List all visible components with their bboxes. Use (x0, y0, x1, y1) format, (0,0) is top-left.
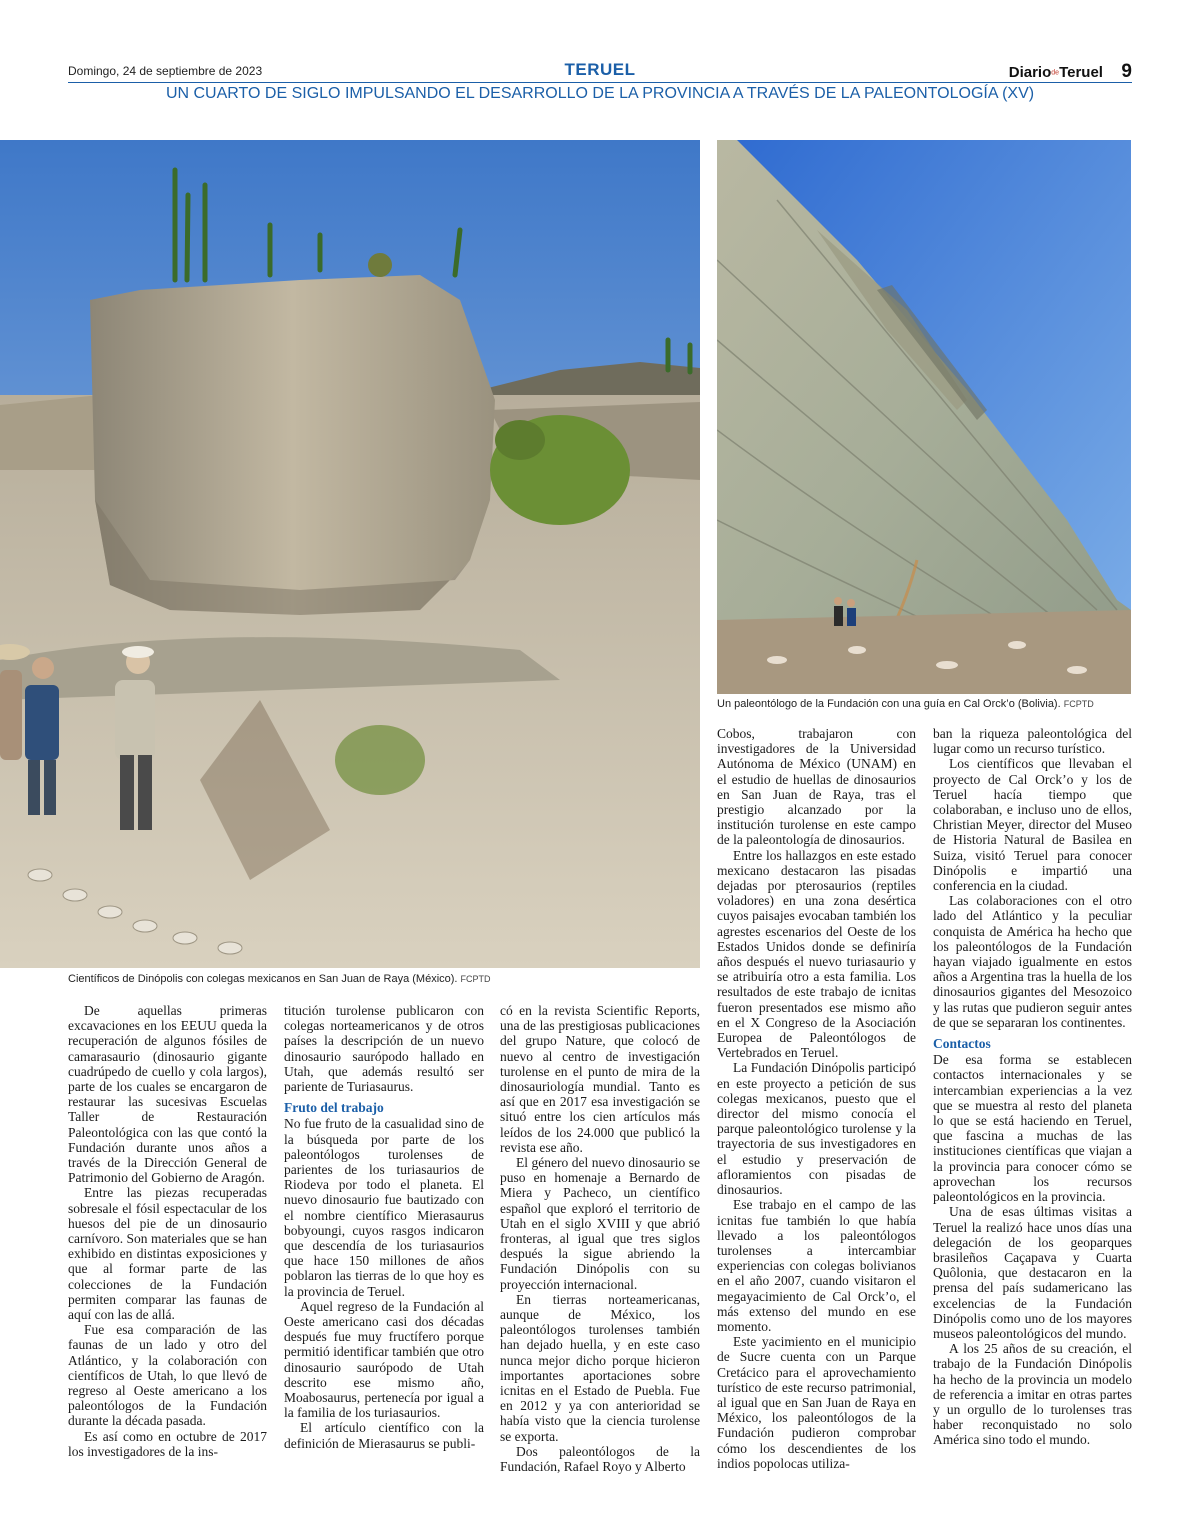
paragraph: A los 25 años de su creación, el trabajo de la Fundación Dinópolis ha hecho de la provincia un modelo de referencia a imitar en otras partes y un orgullo de lo turolenses tras haber reconquistado no solo América sino todo el mundo. (933, 1341, 1132, 1448)
publication-date: Domingo, 24 de septiembre de 2023 (68, 64, 263, 78)
article-column-4 (717, 726, 916, 1471)
paragraph: Entre las piezas recuperadas sobresale el fósil espectacular de los huesos del pie de un dinosaurio carnívoro. Son materiales que se han exhibido en distintas exposiciones y que al formar parte de las colecciones de la Fundación permiten comparar las faunas de aquí con las de allá. (68, 1185, 267, 1323)
paragraph: De aquellas primeras excavaciones en los EEUU queda la recuperación de algunos fósiles de camarasaurio (dinosaurio gigante cuadrúpedo de cuello y cola largos), parte de los cuales se encargaron de restaurar las sucesivas Escuelas Taller de Restauración Paleontológica con las que contó la Fundación durante unos años a través de la Dirección General de Patrimonio del Gobierno de Aragón. (68, 1003, 267, 1186)
paragraph: El artículo científico con la definición de Mierasaurus se publi- (284, 1420, 484, 1451)
photo-caption-left (68, 973, 491, 985)
photo-credit-right: FCPTD (1063, 699, 1094, 709)
photo-credit-left: FCPTD (460, 974, 491, 984)
brand-logo-de: de (1051, 69, 1060, 77)
paragraph: Fue esa comparación de las faunas de un lado y otro del Atlántico, y la colaboración con científicos de Utah, lo que llevó de regreso al Oeste americano a los paleontólogos de la Fundación durante la década pasada. (68, 1322, 267, 1429)
paragraph: En tierras norteamericanas, aunque de México, los paleontólogos turolenses también han dejado huella, y en este caso nunca mejor dicho porque hicieron importantes aportaciones sobre icnitas en el Estado de Puebla. Fue en 2012 y ya con anterioridad se había visto que la ciencia turolense se exporta. (500, 1291, 700, 1444)
paragraph: Aquel regreso de la Fundación al Oeste americano casi dos décadas después fue muy fructífero porque permitió identificar también que otro dinosaurio saurópodo de Utah descrito ese mismo año, Moabosaurus, pertenecía por igual a la familia de los turiasaurios. (284, 1298, 484, 1421)
paragraph: La Fundación Dinópolis participó en este proyecto a petición de sus colegas mexicanos, puesto que el director del mismo conocía el parque paleontológico turolense y la trayectoria de sus investigadores en el estudio y preservación de afloramientos con pisadas de dinosaurios. (717, 1060, 916, 1198)
photo-caption-left-text: Científicos de Dinópolis con colegas mexicanos en San Juan de Raya (México). (68, 973, 458, 985)
subheading-fruto-del-trabajo: Fruto del trabajo (284, 1100, 384, 1116)
paragraph: Este yacimiento en el municipio de Sucre cuenta con un Parque Cretácico para el aprovechamiento turístico de este recurso patrimonial, al igual que en San Juan de Raya en México, los paleontólogos de la Fundación pudieron comprobar cómo los descendientes de los indios popolocas utiliza- (717, 1334, 916, 1471)
paragraph: De esa forma se establecen contactos internacionales y se intercambian experiencias a la vez que se muestra al resto del planeta lo que se está haciendo en Teruel, que fascina a muchas de las instituciones científicas que viajan a la provincia para conocer cómo se aprovechan los recursos paleontológicos en la provincia. (933, 1052, 1132, 1205)
paragraph: Una de esas últimas visitas a Teruel la realizó hace unos días una delegación de los geoparques brasileños Caçapava y Cuarta Quôlonia, que destacaron en la prensa del país sudamericano las excelencias de la Fundación Dinópolis como uno de los mayores museos paleontológicos del mundo. (933, 1204, 1132, 1341)
header-divider (68, 82, 1132, 83)
photo-caption-right-text: Un paleontólogo de la Fundación con una guía en Cal Orck’o (Bolivia). (717, 698, 1061, 710)
paragraph: El género del nuevo dinosaurio se puso en homenaje a Bernardo de Miera y Pacheco, un científico español que exploró el territorio de Utah en el siglo XVIII y que abrió fronteras, al igual que tres siglos después la sigue abriendo la Fundación Dinópolis con su proyección internacional. (500, 1155, 700, 1292)
page-number: 9 (1121, 61, 1132, 82)
subheading-contactos: Contactos (933, 1036, 991, 1052)
photo-san-juan-de-raya (0, 140, 700, 968)
photo-caption-right (717, 698, 1094, 710)
paragraph: No fue fruto de la casualidad sino de la búsqueda por parte de los paleontólogos turolenses de parientes de los turiasaurios de Riodeva por todo el planeta. El nuevo dinosaurio fue bautizado con el nombre científico Mierasaurus bobyoungi, cuyos rasgos indicaron que descendía de los turiasaurios que hace 150 millones de años poblaron las tierras de lo que hoy es la provincia de Teruel. (284, 1116, 484, 1299)
paragraph: titución turolense publicaron con colegas norteamericanos y de otros países la descripción de un nuevo dinosaurio saurópodo hallado en Utah, que además resultó ser pariente de Turiasaurus. (284, 1003, 484, 1095)
article-column-2 (284, 1003, 484, 1451)
article-column-3 (500, 1003, 700, 1474)
page-header (68, 60, 1132, 108)
article-column-1 (68, 1003, 267, 1459)
paragraph: Entre los hallazgos en este estado mexicano destacaron las pisadas dejadas por pterosaurios (reptiles voladores) en una zona desértica cuyos paisajes evocaban también los agrestes escenarios del Oeste de los Estados Unidos donde se definiría años después el nuevo turiasaurio y se atribuiría otro a esta familia. Los resultados de este trabajo de icnitas fueron presentados ese mismo año en el X Congreso de la Asociación Europea de Paleontólogos de Vertebrados en Teruel. (717, 847, 916, 1061)
newspaper-brand (1009, 61, 1132, 83)
paragraph: Cobos, trabajaron con investigadores de la Universidad Autónoma de México (UNAM) en el estudio de huellas de dinosaurios en San Juan de Raya, tras el prestigio alcanzado por la institución turolense en este campo de la paleontología de dinosaurios. (717, 726, 916, 848)
paragraph: Ese trabajo en el campo de las icnitas fue también lo que había llevado a los paleontólogos turolenses a intercambiar experiencias con colegas bolivianos en el año 2007, cuando visitaron el megayacimiento de Cal Orck’o, el más extenso del mundo en ese momento. (717, 1197, 916, 1334)
paragraph: Es así como en octubre de 2017 los investigadores de la ins- (68, 1428, 267, 1459)
brand-logo-city: Teruel (1059, 64, 1103, 81)
paragraph: có en la revista Scientific Reports, una de las prestigiosas publicaciones del grupo Nature, que colocó de nuevo al centro de investigación turolense en el punto de mira de la dinosauriología mundial. Tanto es así que en 2017 esa investigación se situó entre los cien artículos más leídos de los 24.000 que publicó la revista ese año. (500, 1003, 700, 1155)
section-title: TERUEL (564, 60, 636, 79)
paragraph: ban la riqueza paleontológica del lugar como un recurso turístico. (933, 726, 1132, 757)
series-title: UN CUARTO DE SIGLO IMPULSANDO EL DESARROLLO DE LA PROVINCIA A TRAVÉS DE LA PALEONTOLOGÍA (XV) (165, 85, 1035, 102)
brand-logo-main: Diario (1008, 64, 1052, 81)
paragraph: Las colaboraciones con el otro lado del Atlántico y la peculiar conquista de América ha hecho que los paleontólogos de la Fundación hayan viajado igualmente en estos años a Argentina tras la huella de los dinosaurios gigantes del Mesozoico y las rutas que pudieron seguir antes de que se separaran los continentes. (933, 893, 1132, 1030)
paragraph: Los científicos que llevaban el proyecto de Cal Orck’o y los de Teruel hacía tiempo que colaboraban, e incluso uno de ellos, Christian Meyer, director del Museo de Historia Natural de Basilea en Suiza, visitó Teruel para conocer Dinópolis e impartió una conferencia en la ciudad. (933, 756, 1132, 894)
photo-cal-orcko (717, 140, 1131, 694)
paragraph: Dos paleontólogos de la Fundación, Rafael Royo y Alberto (500, 1443, 700, 1475)
article-column-5 (933, 726, 1132, 1448)
